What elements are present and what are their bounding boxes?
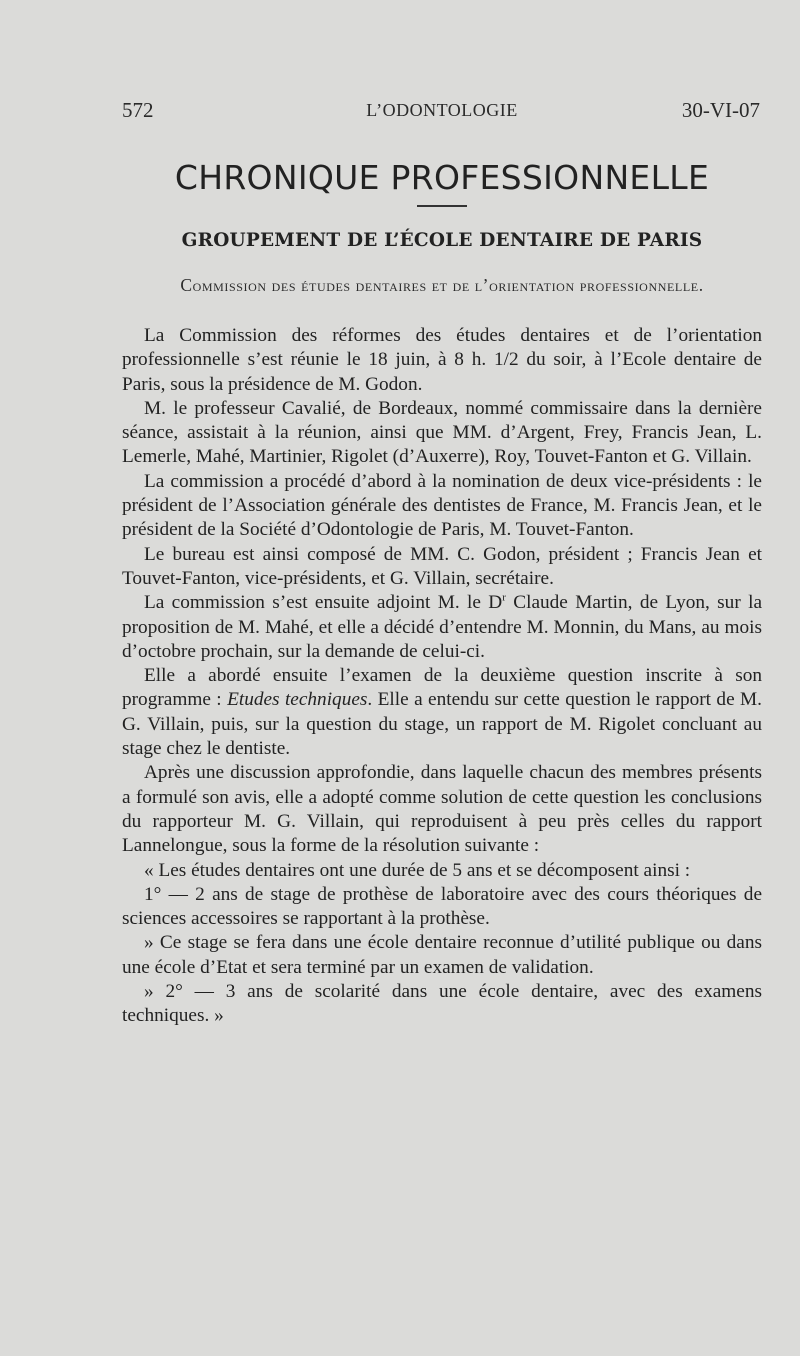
paragraph-6-end: . Elle a entendu sur cette question le rapport de M. G. Villain, puis, sur la question du stage, un rapport de M. Rigolet concluant au stage chez le dentiste. [122, 689, 762, 760]
paragraph-2: M. le professeur Cavalié, de Bordeaux, nommé commissaire dans la dernière séance, assistait à la réunion, ainsi que MM. d’Argent, Frey, Francis Jean, L. Lemerle, Mahé, Martinier, Rigolet (d’Auxerre), Roy, Touvet-Fanton et G. Villain. [122, 397, 762, 468]
page-number: 572 [122, 98, 154, 122]
section-title: CHRONIQUE PROFESSIONNELLE [174, 158, 710, 197]
paragraph-5-end: Claude Martin, de Lyon, sur la proposition de M. Mahé, et elle a décidé d’entendre M. Monnin, du Mans, au mois d’octobre prochain, sur la demande de celui-ci. [122, 592, 762, 662]
paragraph-5-start: La commission s’est ensuite adjoint M. le D [144, 592, 503, 614]
paragraph-11: » 2° — 3 ans de scolarité dans une école dentaire, avec des examens techniques. » [122, 981, 762, 1027]
journal-title: L’ODONTOLOGIE [366, 100, 518, 120]
paragraph-7: Après une discussion approfondie, dans laquelle chacun des membres présents a formulé son avis, elle a adopté comme solution de cette question les conclusions du rapporteur M. G. Villain, qui reproduisent à peu près celles du rapport Lannelongue, sous la forme de la résolution suivante : [122, 762, 762, 857]
commission-title: Commission des études dentaires et de l’orientation professionnelle. [180, 275, 704, 295]
paragraph-4: Le bureau est ainsi composé de MM. C. Godon, président ; Francis Jean et Touvet-Fanton, vice-présidents, et G. Villain, secrétaire. [122, 543, 762, 589]
paragraph-8: « Les études dentaires ont une durée de 5 ans et se décomposent ainsi : [144, 859, 691, 881]
paragraph-5 [122, 591, 762, 664]
doctor-superscript: r [502, 591, 506, 604]
title-rule [417, 205, 467, 207]
paragraph-10: » Ce stage se fera dans une école dentaire reconnue d’utilité publique ou dans une école d’Etat et sera terminé par un examen de validation. [122, 932, 762, 978]
paragraph-6 [122, 664, 762, 761]
running-head [122, 98, 762, 126]
paragraph-3: La commission a procédé d’abord à la nomination de deux vice-présidents : le président de l’Association générale des dentistes de France, M. Francis Jean, et le président de la Société d’Odontologie de Paris, M. Touvet-Fanton. [122, 470, 762, 541]
paragraph-9: 1° — 2 ans de stage de prothèse de laboratoire avec des cours théoriques de sciences accessoires se rapportant à la prothèse. [122, 883, 762, 930]
paragraph-6-start: Elle a abordé ensuite l’examen de la deuxième question inscrite à son programme : [122, 665, 762, 711]
group-title: GROUPEMENT DE L’ÉCOLE DENTAIRE DE PARIS [181, 230, 703, 251]
article-body [122, 324, 762, 1029]
issue-date: 30-VI-07 [681, 98, 760, 122]
paragraph-1: La Commission des réformes des études dentaires et de l’orientation professionnelle s’est réunie le 18 juin, à 8 h. 1/2 du soir, à l’Ecole dentaire de Paris, sous la présidence de M. Godon. [122, 325, 762, 395]
program-title: Etudes techniques [227, 689, 368, 711]
